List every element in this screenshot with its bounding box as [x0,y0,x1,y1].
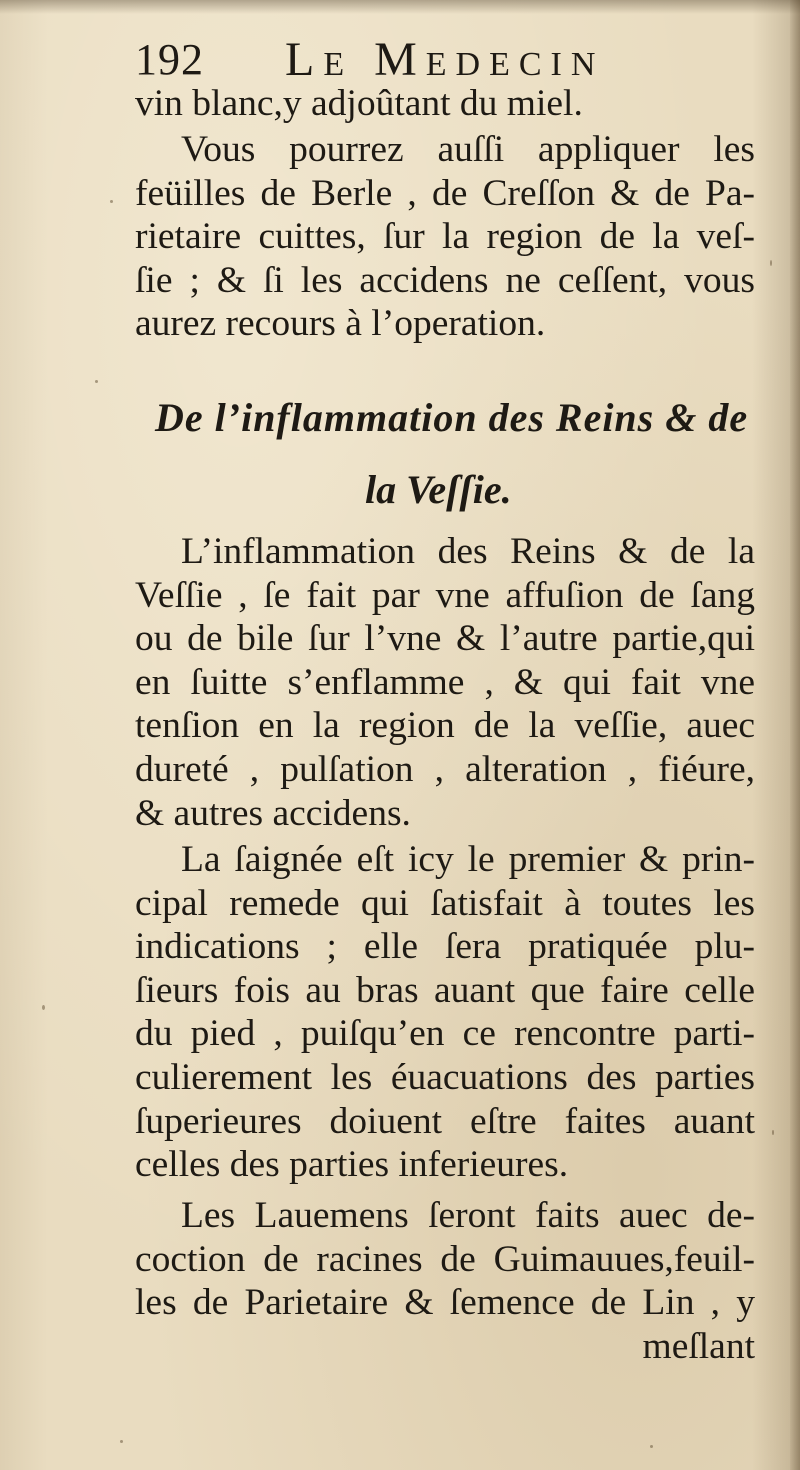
text-line: coction de racines de Guimauues,feuil- [135,1238,755,1280]
section-heading-line-1: De l’inflammation des Reins & de [155,395,749,440]
text-line: ou de bile ſur l’vne & l’autre partie,qui [135,618,755,660]
text-line: ſie ; & ſi les accidens ne ceſſent, vous [135,259,755,301]
page-edge-shadow [790,0,800,1470]
text-line: aurez recours à l’operation. [135,303,546,345]
text-line: rietaire cuittes, ſur la region de la veſ- [135,216,755,258]
text-line: ſuperieures doiuent eſtre faites auant [135,1100,755,1142]
paragraph-continuation [135,82,755,126]
text-line: celles des parties inferieures. [135,1144,569,1186]
page-top-shadow [0,0,800,14]
paper-speck [95,380,98,383]
section-heading-line-2: la Veſſie. [365,467,512,512]
text-line: ſieurs fois au bras auant que faire celle [135,969,755,1011]
text-line: tenſion en la region de la veſſie, auec [135,705,755,747]
text-line: du pied , puiſqu’en ce rencontre parti- [135,1013,755,1055]
running-title: Le Medecin [285,33,605,86]
section-heading [135,382,755,526]
catchword: meſlant [642,1325,755,1367]
text-line: cipal remede qui ſatisfait à toutes les [135,882,755,924]
paragraph-inflammation-definition [135,530,755,835]
text-line: en ſuitte s’enflamme , & qui fait vne [135,661,755,703]
page-number: 192 [135,35,204,84]
text-line: vin blanc,y adjoûtant du miel. [135,83,583,124]
text-line: culierement les éuacuations des parties [135,1056,755,1098]
text-line: L’inflammation des Reins & de la [181,531,755,572]
text-line: Veſſie , ſe fait par vne affuſion de ſang [135,574,755,616]
paper-speck [110,200,113,203]
text-line: & autres accidens. [135,792,411,834]
paper-speck [650,1445,653,1448]
text-line: La ſaignée eſt icy le premier & prin- [181,839,755,880]
paper-speck [772,1130,774,1135]
text-line: feüilles de Berle , de Creſſon & de Pa- [135,172,755,214]
paper-speck [42,1005,45,1010]
text-line: dureté , pulſation , alteration , fiéure, [135,748,755,790]
text-line: Les Lauemens ſeront faits auec de- [181,1195,755,1236]
text-line: Vous pourrez auſſi appliquer les [181,129,755,170]
paragraph-saignee [135,838,755,1187]
paragraph-lauemens [135,1194,755,1368]
paper-speck [770,260,772,266]
text-line: les de Parietaire & ſemence de Lin , y [135,1282,755,1324]
text-line: indications ; elle ſera pratiquée plu- [135,926,755,968]
paragraph-vesie-remedies [135,128,755,346]
paper-speck [120,1440,123,1443]
